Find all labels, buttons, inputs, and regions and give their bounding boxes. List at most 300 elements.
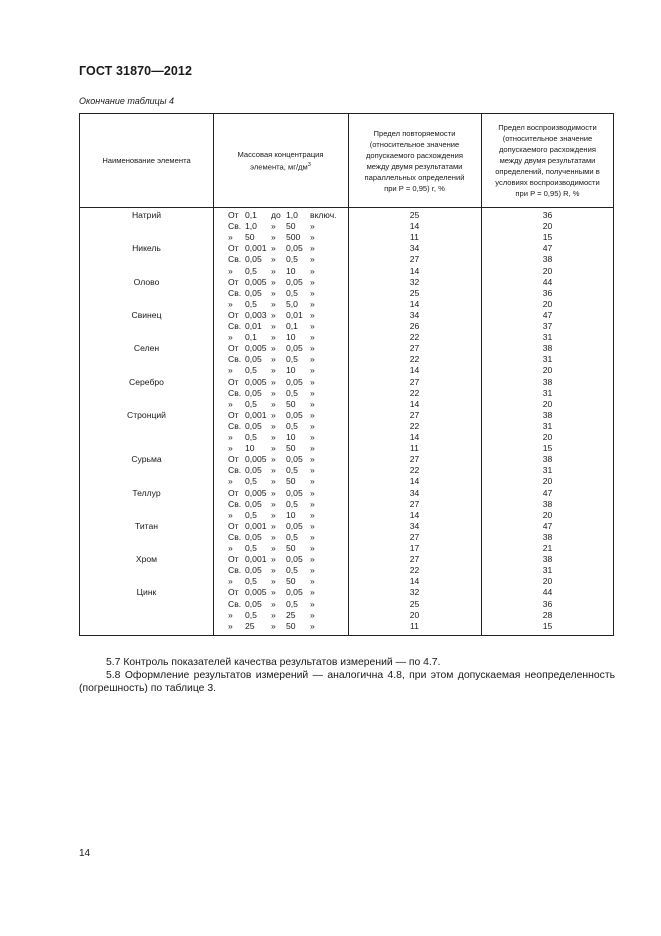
conc-prefix: От [228,487,239,498]
conc-low: 0,05 [245,498,262,509]
conc-low: 10 [245,443,255,454]
header-line: допускаемого расхождения [499,145,596,154]
element-name: Никель [132,243,161,254]
conc-connector: » [271,420,276,431]
conc-connector: » [271,265,276,276]
repeatability-value: 34 [409,309,420,320]
header-reproducibility [481,114,614,207]
conc-low: 0,5 [245,265,257,276]
conc-low: 0,001 [245,409,267,420]
conc-prefix: Св. [228,321,242,331]
conc-prefix: Св. [228,598,242,609]
conc-connector: » [271,432,276,442]
header-line: (относительное значение [502,134,593,143]
conc-prefix: Св. [228,254,242,265]
conc-low: 0,5 [245,576,257,587]
table-row [80,266,613,277]
conc-suffix: » [310,287,315,298]
conc-connector: » [271,498,276,509]
table-row [80,354,613,365]
reproducibility-value: 36 [542,210,553,220]
conc-suffix: » [310,543,315,553]
conc-high: 0,05 [286,554,303,565]
conc-connector: » [271,409,276,420]
conc-low: 0,005 [245,454,267,465]
table-row [80,554,613,565]
table-row [80,499,613,510]
repeatability-value: 14 [409,398,420,409]
table-row [80,310,613,321]
reproducibility-value: 31 [542,332,553,343]
repeatability-value: 22 [409,332,420,343]
header-concentration-unit-power: 3 [307,161,311,168]
repeatability-value: 17 [409,543,420,553]
conc-low: 0,5 [245,509,257,520]
conc-prefix: » [228,298,233,309]
conc-suffix: » [310,409,315,420]
conc-low: 0,5 [245,432,257,442]
conc-low: 0,01 [245,321,262,331]
reproducibility-value: 47 [542,243,553,254]
conc-low: 0,5 [245,365,257,376]
conc-suffix: » [310,609,315,620]
conc-low: 0,005 [245,343,267,354]
table-row [80,587,613,598]
table-row [80,543,613,554]
table-row [80,210,613,221]
conc-connector: » [271,576,276,587]
paragraph-5-7: 5.7 Контроль показателей качества результатов измерений — по 4.7. [106,657,441,668]
reproducibility-value: 38 [542,554,553,565]
conc-suffix: » [310,565,315,576]
conc-high: 0,05 [286,243,303,254]
conc-high: 10 [286,365,296,376]
conc-connector: » [271,620,276,631]
element-name: Цинк [136,587,157,598]
conc-prefix: » [228,332,233,343]
header-concentration-line2: элемента, мг/дм [250,162,308,172]
conc-suffix: » [310,454,315,465]
conc-suffix: » [310,587,315,598]
conc-prefix: » [228,265,233,276]
repeatability-value: 34 [409,243,420,254]
conc-prefix: От [228,409,239,420]
conc-connector: » [271,565,276,576]
conc-connector: » [271,398,276,409]
repeatability-value: 11 [410,620,419,631]
table-row [80,221,613,232]
conc-connector: » [271,287,276,298]
repeatability-value: 11 [410,443,419,454]
table-row [80,421,613,432]
standard-title: ГОСТ 31870—2012 [79,64,193,78]
conc-connector: » [271,332,276,343]
conc-high: 50 [286,543,296,553]
conc-suffix: » [310,321,315,331]
conc-connector: » [271,387,276,398]
conc-prefix: » [228,232,233,243]
conc-high: 0,5 [286,565,298,576]
conc-prefix: » [228,576,233,587]
conc-prefix: Св. [228,287,242,298]
reproducibility-value: 44 [542,587,553,598]
repeatability-value: 22 [409,354,420,365]
repeatability-value: 22 [409,565,420,576]
repeatability-value: 14 [409,365,420,376]
reproducibility-value: 38 [542,498,553,509]
conc-prefix: Св. [228,565,242,576]
conc-connector: » [271,254,276,265]
conc-connector: » [271,232,276,243]
repeatability-value: 25 [409,287,420,298]
conc-suffix: » [310,376,315,387]
header-line: между двумя результатами [366,161,463,171]
conc-connector: » [271,587,276,598]
conc-high: 50 [286,620,296,631]
conc-high: 0,5 [286,287,298,298]
reproducibility-value: 31 [542,465,553,476]
conc-high: 10 [286,332,296,343]
conc-prefix: От [228,376,239,387]
table-row [80,365,613,376]
conc-suffix: » [310,243,315,254]
conc-low: 0,05 [245,387,262,398]
conc-low: 0,05 [245,354,262,365]
conc-low: 0,005 [245,376,267,387]
conc-prefix: » [228,365,233,376]
conc-suffix: » [310,221,315,232]
table-row [80,510,613,521]
header-element [80,114,213,207]
table-row [80,610,613,621]
table-row [80,232,613,243]
conc-high: 0,05 [286,409,303,420]
table-row [80,454,613,465]
element-name: Теллур [132,487,161,498]
repeatability-value: 22 [409,420,420,431]
conc-prefix: » [228,609,233,620]
element-name: Олово [133,276,160,287]
reproducibility-value: 31 [542,387,553,398]
conc-connector: » [271,276,276,287]
conc-connector: » [271,454,276,465]
conc-connector: » [271,354,276,365]
element-name: Селен [133,343,160,354]
table-row [80,476,613,487]
conc-high: 0,05 [286,520,303,531]
conc-suffix: » [310,432,315,442]
conc-connector: » [271,476,276,487]
element-name: Натрий [131,210,162,220]
conc-high: 0,05 [286,276,303,287]
conc-high: 50 [286,221,296,232]
conc-low: 0,001 [245,520,267,531]
reproducibility-value: 31 [542,565,553,576]
conc-low: 0,05 [245,287,262,298]
reproducibility-value: 20 [542,432,553,442]
conc-low: 0,005 [245,587,267,598]
conc-high: 25 [286,609,296,620]
conc-low: 0,05 [245,420,262,431]
conc-connector: » [271,531,276,542]
conc-prefix: Св. [228,420,242,431]
conc-low: 0,5 [245,543,257,553]
conc-prefix: От [228,454,239,465]
table-row [80,621,613,632]
repeatability-value: 27 [409,254,420,265]
reproducibility-value: 20 [542,298,553,309]
conc-prefix: » [228,620,233,631]
table-row [80,410,613,421]
reproducibility-value: 38 [542,254,553,265]
element-name: Свинец [131,309,162,320]
reproducibility-value: 20 [542,221,553,232]
conc-low: 0,1 [245,210,257,220]
conc-prefix: От [228,210,239,220]
repeatability-value: 22 [409,465,420,476]
header-line: определений, полученными в [495,167,600,176]
conc-suffix: » [310,520,315,531]
repeatability-value: 27 [409,454,420,465]
reproducibility-value: 38 [542,376,553,387]
conc-connector: » [271,243,276,254]
repeatability-value: 27 [409,376,420,387]
reproducibility-value: 47 [542,309,553,320]
reproducibility-value: 38 [542,454,553,465]
header-line: Предел повторяемости [373,128,456,138]
reproducibility-value: 37 [542,321,553,331]
reproducibility-value: 15 [542,620,553,631]
reproducibility-value: 31 [542,354,553,365]
conc-high: 10 [286,509,296,520]
repeatability-value: 14 [409,576,420,587]
table-row [80,332,613,343]
conc-high: 10 [286,265,296,276]
table-row [80,521,613,532]
element-name: Титан [134,520,159,531]
conc-low: 0,001 [245,554,267,565]
reproducibility-value: 20 [542,509,553,520]
conc-low: 0,005 [245,276,267,287]
repeatability-value: 32 [409,587,420,598]
reproducibility-value: 20 [542,265,553,276]
conc-prefix: Св. [228,531,242,542]
table-row [80,299,613,310]
conc-connector: » [271,609,276,620]
conc-suffix: » [310,554,315,565]
conc-suffix: » [310,343,315,354]
table-row [80,576,613,587]
reproducibility-value: 31 [542,420,553,431]
repeatability-value: 14 [409,221,420,232]
conc-suffix: » [310,487,315,498]
reproducibility-value: 20 [542,476,553,487]
table-row [80,532,613,543]
repeatability-value: 32 [409,276,420,287]
repeatability-value: 14 [409,476,420,487]
conc-connector: » [271,298,276,309]
conc-high: 0,1 [286,321,298,331]
conc-suffix: » [310,298,315,309]
table-row [80,488,613,499]
conc-suffix: » [310,387,315,398]
element-name: Хром [135,554,158,565]
conc-low: 50 [245,232,255,243]
conc-high: 10 [286,432,296,442]
conc-high: 0,05 [286,376,303,387]
repeatability-value: 14 [409,509,420,520]
reproducibility-value: 15 [542,443,553,454]
paragraph-5-8: 5.8 Оформление результатов измерений — аналогична 4.8, при этом допускаемая неопределенность (погрешность) по таблице 3. [79,670,615,694]
conc-low: 0,05 [245,254,262,265]
conc-prefix: Св. [228,387,242,398]
conc-high: 0,5 [286,531,298,542]
conc-high: 0,05 [286,587,303,598]
reproducibility-value: 28 [542,609,553,620]
repeatability-value: 27 [409,343,420,354]
table-row [80,443,613,454]
conc-connector: » [271,376,276,387]
conc-prefix: » [228,398,233,409]
conc-high: 5,0 [286,298,298,309]
conc-high: 50 [286,576,296,587]
repeatability-value: 25 [409,598,420,609]
header-line: условиях воспроизводимости [495,178,600,187]
conc-connector: » [271,465,276,476]
conc-suffix: » [310,276,315,287]
repeatability-value: 14 [409,265,420,276]
table-row [80,343,613,354]
conc-low: 0,5 [245,609,257,620]
table-row [80,254,613,265]
reproducibility-value: 38 [542,531,553,542]
repeatability-value: 20 [409,609,420,620]
conc-suffix: » [310,576,315,587]
reproducibility-value: 20 [542,365,553,376]
conc-prefix: » [228,432,233,442]
conc-high: 0,05 [286,454,303,465]
repeatability-value: 27 [409,554,420,565]
header-line: при P = 0,95) R, % [515,189,580,198]
conc-suffix: » [310,598,315,609]
conc-connector: » [271,309,276,320]
conc-low: 0,05 [245,598,262,609]
conc-low: 0,05 [245,531,262,542]
reproducibility-value: 38 [542,409,553,420]
repeatability-value: 14 [409,432,420,442]
conc-suffix: » [310,365,315,376]
conc-prefix: От [228,309,239,320]
reproducibility-value: 20 [542,576,553,587]
conc-low: 0,1 [245,332,257,343]
conc-high: 0,5 [286,420,298,431]
conc-high: 0,5 [286,354,298,365]
conc-suffix: » [310,398,315,409]
conc-prefix: От [228,276,239,287]
conc-connector: до [271,210,281,220]
conc-high: 0,5 [286,498,298,509]
conc-prefix: Св. [228,498,242,509]
conc-prefix: От [228,343,239,354]
conc-low: 0,05 [245,465,262,476]
repeatability-value: 25 [409,210,420,220]
conc-prefix: » [228,543,233,553]
table-row [80,321,613,332]
conc-suffix: » [310,531,315,542]
repeatability-value: 22 [409,387,420,398]
conc-suffix: » [310,232,315,243]
conc-high: 50 [286,398,296,409]
conc-connector: » [271,543,276,553]
conc-high: 0,01 [286,309,303,320]
reproducibility-value: 36 [542,598,553,609]
element-name: Стронций [127,409,166,420]
conc-suffix: » [310,420,315,431]
header-line: параллельных определений [364,172,465,182]
conc-connector: » [271,443,276,454]
conc-prefix: Св. [228,221,242,232]
header-line: (относительное значение [369,139,460,149]
table-row [80,288,613,299]
table-row [80,377,613,388]
conc-connector: » [271,554,276,565]
conc-connector: » [271,321,276,331]
table-caption: Окончание таблицы 4 [79,96,174,106]
conc-low: 0,5 [245,398,257,409]
header-line: Предел воспроизводимости [498,123,597,132]
conc-prefix: Св. [228,465,242,476]
header-concentration [213,114,348,207]
conc-high: 0,05 [286,343,303,354]
conc-high: 50 [286,443,296,454]
table-row [80,243,613,254]
repeatability-value: 27 [409,531,420,542]
conc-connector: » [271,520,276,531]
conc-connector: » [271,598,276,609]
conc-suffix: » [310,465,315,476]
table-row [80,465,613,476]
conc-high: 50 [286,476,296,487]
table-row [80,399,613,410]
element-name: Сурьма [131,454,162,465]
conc-low: 0,005 [245,487,267,498]
conc-connector: » [271,487,276,498]
conc-low: 0,001 [245,243,267,254]
element-name: Серебро [129,376,164,387]
header-divider [80,207,613,208]
reproducibility-value: 47 [542,487,553,498]
reproducibility-value: 47 [542,520,553,531]
header-concentration-line1: Массовая концентрация [237,149,324,159]
conc-suffix: » [310,498,315,509]
reproducibility-value: 44 [542,276,553,287]
conc-prefix: » [228,476,233,487]
conc-suffix: » [310,332,315,343]
conc-high: 0,5 [286,254,298,265]
conc-high: 0,05 [286,487,303,498]
repeatability-value: 14 [409,298,420,309]
page-number: 14 [79,848,91,859]
conc-connector: » [271,343,276,354]
repeatability-value: 27 [409,498,420,509]
repeatability-value: 34 [409,487,420,498]
reproducibility-value: 15 [542,232,553,243]
conc-suffix: » [310,265,315,276]
conc-low: 0,003 [245,309,267,320]
conc-suffix: » [310,476,315,487]
table-row [80,277,613,288]
conc-high: 0,5 [286,598,298,609]
